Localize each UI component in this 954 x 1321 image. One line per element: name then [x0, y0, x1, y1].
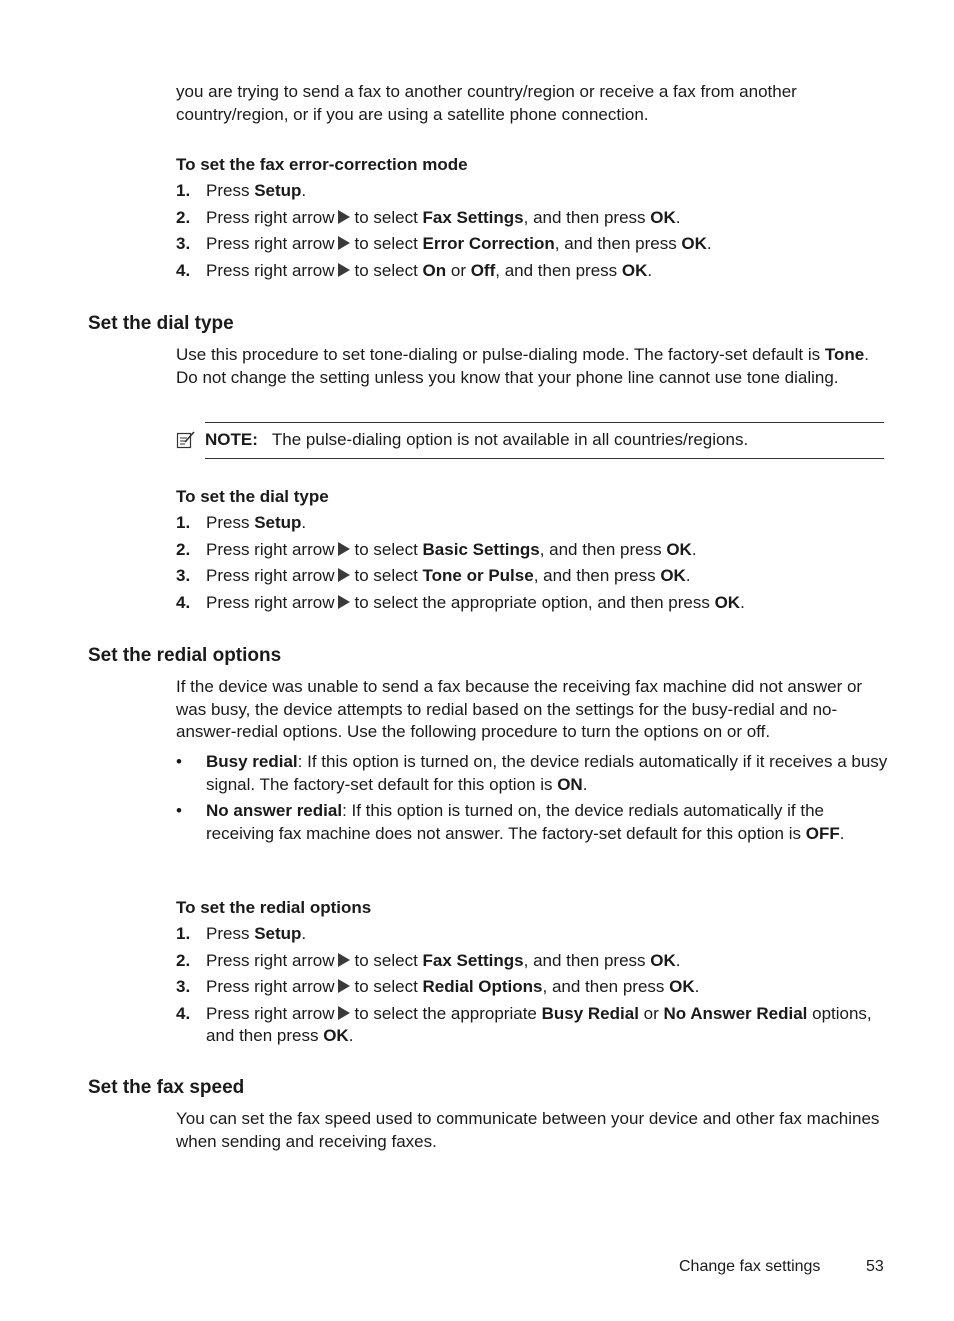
- step: [176, 976, 888, 999]
- list-item: [176, 751, 888, 796]
- note-content: [205, 429, 748, 451]
- bullet-keyword: ON: [557, 774, 583, 794]
- step-keyword: Redial Options: [422, 977, 543, 996]
- step-keyword: On: [422, 260, 447, 280]
- step-number: 4.: [176, 260, 191, 280]
- step-text: , and then press: [542, 977, 670, 996]
- step-number: 1.: [176, 924, 191, 943]
- step-keyword: OK: [669, 977, 695, 996]
- step-keyword: Fax Settings: [422, 207, 524, 227]
- step-text: Press right arrow: [206, 977, 335, 996]
- step-text: .: [706, 234, 712, 253]
- step-keyword: OK: [650, 207, 676, 227]
- step-text: to select: [354, 539, 423, 559]
- step-keyword: OK: [621, 260, 648, 280]
- right-arrow-button-icon: [338, 263, 350, 277]
- step-text: or: [638, 1003, 664, 1023]
- step-text: Press: [206, 513, 255, 532]
- step: [176, 592, 888, 615]
- step-text: , and then press: [554, 234, 682, 253]
- right-arrow-button-icon: [338, 210, 350, 224]
- step-keyword: OK: [714, 592, 741, 612]
- procedure-title-dial: To set the dial type: [176, 487, 329, 506]
- step-text: to select: [354, 207, 423, 227]
- note-box: [176, 422, 884, 458]
- step-text: Press right arrow: [206, 566, 335, 585]
- right-arrow-button-icon: [338, 542, 350, 556]
- note-label: NOTE:: [205, 430, 258, 449]
- step-text: Press right arrow: [206, 950, 335, 970]
- procedure-title-ecm: To set the fax error-correction mode: [176, 155, 468, 174]
- step-text: , and then press: [495, 260, 622, 280]
- note-rule-bottom: [205, 458, 884, 459]
- dial-paragraph: [176, 344, 888, 389]
- bullet-keyword: OFF: [805, 823, 840, 843]
- step-text: .: [694, 977, 700, 996]
- step-number: 3.: [176, 566, 191, 585]
- step-text: .: [675, 950, 681, 970]
- paragraph-keyword: Tone: [824, 345, 865, 364]
- step-text: to select: [354, 950, 423, 970]
- right-arrow-button-icon: [338, 568, 350, 582]
- steps-redial: [176, 923, 888, 1052]
- step-number: 4.: [176, 1003, 191, 1023]
- step-number: 2.: [176, 207, 191, 227]
- redial-bullets: [176, 751, 888, 849]
- step-number: 3.: [176, 977, 191, 996]
- section-heading-redial: Set the redial options: [88, 645, 282, 666]
- step-text: .: [685, 566, 691, 585]
- bullet-term: No answer redial: [206, 801, 343, 820]
- step-keyword: OK: [681, 234, 707, 253]
- step-keyword: Busy Redial: [541, 1003, 639, 1023]
- step-text: to select: [354, 566, 423, 585]
- step-text: to select the appropriate option, and then press: [354, 592, 715, 612]
- step-number: 2.: [176, 539, 191, 559]
- step-text: .: [647, 260, 653, 280]
- step-number: 4.: [176, 592, 191, 612]
- steps-ecm: [176, 180, 888, 286]
- step-keyword: OK: [650, 950, 676, 970]
- note-text: The pulse-dialing option is not available in all countries/regions.: [271, 430, 749, 449]
- step-text: .: [301, 181, 307, 200]
- step: [176, 1003, 888, 1048]
- step-text: .: [675, 207, 681, 227]
- step-text: Press right arrow: [206, 234, 335, 253]
- step-keyword: Setup: [254, 513, 302, 532]
- step: [176, 180, 888, 203]
- step-text: Press right arrow: [206, 1003, 335, 1023]
- step-number: 3.: [176, 234, 191, 253]
- step: [176, 233, 888, 256]
- footer-section-title: Change fax settings: [679, 1258, 821, 1275]
- step: [176, 260, 888, 283]
- step: [176, 539, 888, 562]
- footer-page-number: 53: [866, 1258, 884, 1275]
- step-keyword: OK: [660, 566, 686, 585]
- fax-speed-paragraph: You can set the fax speed used to communicate between your device and other fax machines when sending and receiving faxes.: [176, 1109, 880, 1151]
- paragraph-text: . Do not change the setting unless you know that your phone line cannot use tone dialing.: [176, 345, 869, 387]
- list-item: [176, 800, 888, 845]
- step-keyword: OK: [666, 539, 692, 559]
- step-keyword: OK: [323, 1026, 349, 1045]
- step-number: 1.: [176, 513, 191, 532]
- step-keyword: Off: [470, 260, 496, 280]
- step-text: , and then press: [523, 950, 651, 970]
- right-arrow-button-icon: [338, 595, 350, 609]
- bullet-text: : If this option is turned on, the device redials automatically if the receiving fax machine does not answer. The factory-set default for this option is: [206, 801, 824, 843]
- bullet-text: : If this option is turned on, the device redials automatically if it receives a busy signal. The factory-set default for this option is: [206, 752, 888, 794]
- bullet-dot: •: [176, 801, 182, 820]
- step-number: 1.: [176, 181, 191, 200]
- step-number: 2.: [176, 950, 191, 970]
- steps-dial: [176, 512, 888, 618]
- step-text: options, and then press: [206, 1003, 872, 1045]
- section-heading-dial-type: Set the dial type: [88, 313, 234, 334]
- step-text: to select: [354, 234, 423, 253]
- procedure-title-redial: To set the redial options: [176, 898, 372, 917]
- step-text: Press: [206, 924, 255, 943]
- step-text: or: [446, 260, 471, 280]
- bullet-text: .: [582, 774, 588, 794]
- step-text: Press right arrow: [206, 539, 335, 559]
- step-text: to select: [354, 977, 423, 996]
- step-text: , and then press: [539, 539, 667, 559]
- bullet-text: .: [839, 823, 845, 843]
- right-arrow-button-icon: [338, 236, 350, 250]
- step-keyword: Setup: [254, 181, 302, 200]
- step-text: .: [301, 513, 307, 532]
- step-keyword: Setup: [254, 924, 302, 943]
- step-text: .: [691, 539, 697, 559]
- step-text: Press right arrow: [206, 207, 335, 227]
- note-rule-top: [205, 422, 884, 423]
- redial-paragraph: If the device was unable to send a fax because the receiving fax machine did not answer or was busy, the device attempts to redial based on the settings for the busy-redial and no-answer-redial options. Use the following procedure to turn the options on or off.: [176, 677, 863, 741]
- step-keyword: Fax Settings: [422, 950, 524, 970]
- step-keyword: No Answer Redial: [663, 1003, 808, 1023]
- step-text: .: [348, 1026, 354, 1045]
- step-text: Press right arrow: [206, 592, 335, 612]
- step: [176, 565, 888, 588]
- paragraph-text: Use this procedure to set tone-dialing or pulse-dialing mode. The factory-set default is: [176, 345, 825, 364]
- step: [176, 950, 888, 973]
- step-keyword: Error Correction: [422, 234, 555, 253]
- step-keyword: Tone or Pulse: [422, 566, 534, 585]
- step: [176, 512, 888, 535]
- step: [176, 207, 888, 230]
- section-heading-fax-speed: Set the fax speed: [88, 1077, 245, 1098]
- step-text: Press: [206, 181, 255, 200]
- intro-paragraph: you are trying to send a fax to another country/region or receive a fax from another country/region, or if you are using a satellite phone connection.: [176, 82, 797, 124]
- step-keyword: Basic Settings: [422, 539, 540, 559]
- step: [176, 923, 888, 946]
- step-text: Press right arrow: [206, 260, 335, 280]
- right-arrow-button-icon: [338, 979, 350, 993]
- right-arrow-button-icon: [338, 953, 350, 967]
- step-text: .: [740, 592, 745, 612]
- step-text: .: [301, 924, 307, 943]
- step-text: , and then press: [533, 566, 661, 585]
- right-arrow-button-icon: [338, 1006, 350, 1020]
- step-text: to select the appropriate: [354, 1003, 542, 1023]
- step-text: , and then press: [523, 207, 651, 227]
- step-text: to select: [354, 260, 423, 280]
- note-pencil-icon: [176, 430, 196, 450]
- bullet-dot: •: [176, 752, 182, 771]
- bullet-term: Busy redial: [206, 752, 298, 771]
